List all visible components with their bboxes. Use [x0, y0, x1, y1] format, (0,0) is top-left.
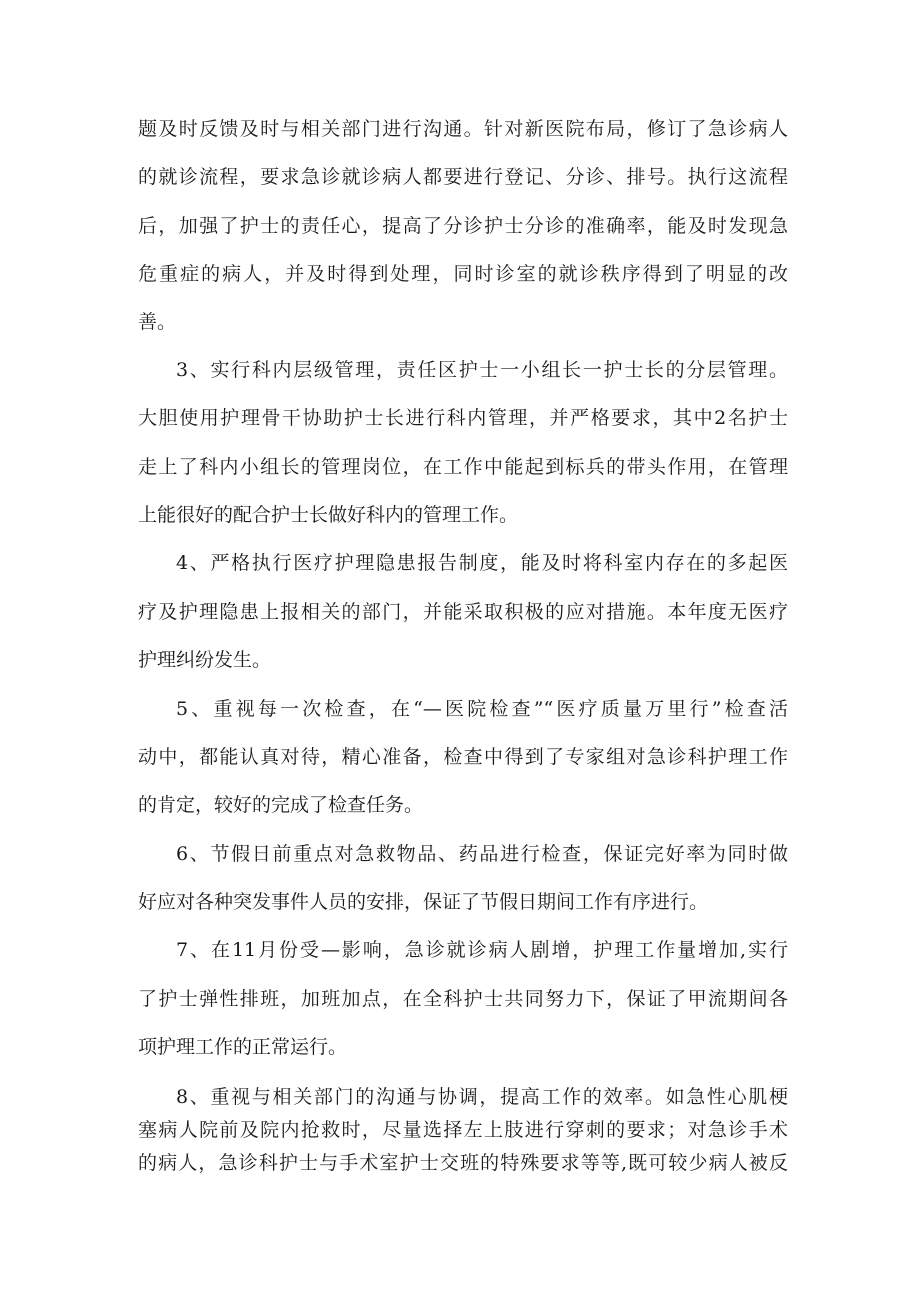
paragraph-7-line-3: 的病人，急诊科护士与手术室护士交班的特殊要求等等,既可较少病人被反 — [138, 1152, 788, 1174]
paragraph-1-line-4: 危重症的病人，并及时得到处理，同时诊室的就诊秩序得到了明显的改 — [138, 263, 788, 285]
paragraph-4-line-3: 的肯定，较好的完成了检查任务。 — [138, 794, 424, 816]
paragraph-2-line-3: 走上了科内小组长的管理岗位，在工作中能起到标兵的带头作用，在管理 — [138, 456, 788, 478]
paragraph-6-line-1: 7、在11月份受—影响，急诊就诊病人剧增，护理工作量增加,实行 — [176, 939, 788, 961]
paragraph-1-line-5: 善。 — [138, 311, 177, 333]
paragraph-7-line-1: 8、重视与相关部门的沟通与协调，提高工作的效率。如急性心肌梗 — [176, 1086, 788, 1108]
paragraph-2-line-2: 大胆使用护理骨干协助护士长进行科内管理，并严格要求，其中2名护士 — [138, 407, 788, 429]
paragraph-3-line-2: 疗及护理隐患上报相关的部门，并能采取积极的应对措施。本年度无医疗 — [138, 601, 788, 623]
paragraph-3-line-1: 4、严格执行医疗护理隐患报告制度，能及时将科室内存在的多起医 — [176, 552, 788, 574]
paragraph-5-line-1: 6、节假日前重点对急救物品、药品进行检查，保证完好率为同时做 — [176, 843, 788, 865]
paragraph-6-line-3: 项护理工作的正常运行。 — [138, 1036, 348, 1058]
paragraph-4-line-1: 5、重视每一次检查，在“—医院检查”“医疗质量万里行”检查活 — [176, 698, 788, 720]
paragraph-3-line-3: 护理纠纷发生。 — [138, 649, 272, 671]
paragraph-2-line-4: 上能很好的配合护士长做好科内的管理工作。 — [138, 504, 519, 526]
paragraph-1-line-2: 的就诊流程，要求急诊就诊病人都要进行登记、分诊、排号。执行这流程 — [138, 166, 788, 188]
paragraph-4-line-2: 动中，都能认真对待，精心准备，检查中得到了专家组对急诊科护理工作 — [138, 746, 788, 768]
paragraph-6-line-2: 了护士弹性排班，加班加点，在全科护士共同努力下，保证了甲流期间各 — [138, 988, 788, 1010]
paragraph-5-line-2: 好应对各种突发事件人员的安排，保证了节假日期间工作有序进行。 — [138, 891, 709, 913]
paragraph-7-line-2: 塞病人院前及院内抢救时，尽量选择左上肢进行穿刺的要求；对急诊手术 — [138, 1119, 788, 1141]
paragraph-1-line-3: 后，加强了护士的责任心，提高了分诊护士分诊的准确率，能及时发现急 — [138, 215, 788, 237]
paragraph-2-line-1: 3、实行科内层级管理，责任区护士一小组长一护士长的分层管理。 — [176, 359, 788, 381]
paragraph-1-line-1: 题及时反馈及时与相关部门进行沟通。针对新医院布局，修订了急诊病人 — [138, 118, 788, 140]
